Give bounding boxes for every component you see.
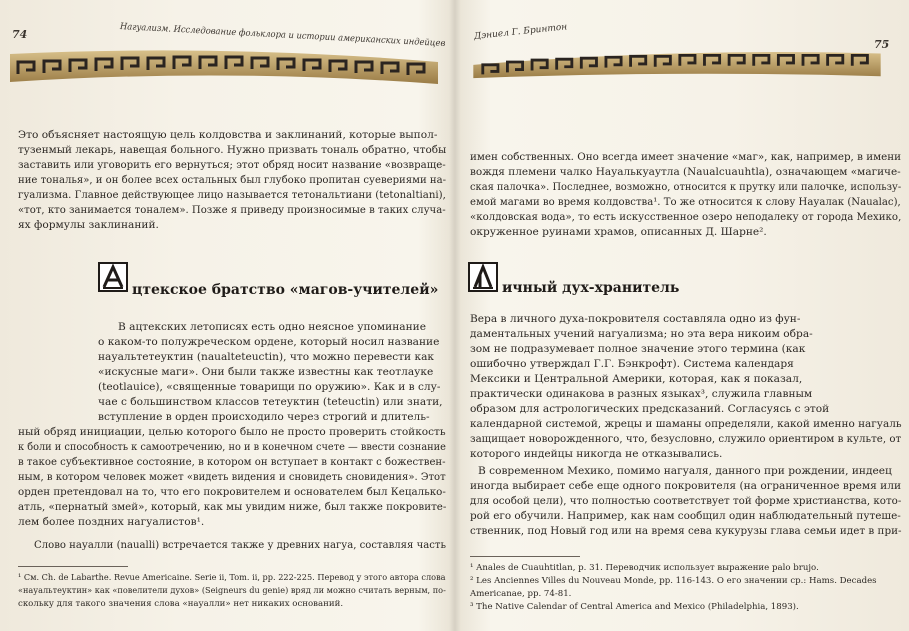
body-line: ошибочно утверждал Г.Г. Бэнкрофт). Система календаря (470, 358, 794, 370)
greek-key-band-icon (462, 44, 892, 80)
body-line: образом для астрологических предсказаний. Согласуясь с этой (470, 403, 830, 415)
body-line: науальтетеуктин (naualteteuctin), что можно перевести как (98, 351, 435, 363)
footnote-line: Americanae, pp. 74-81. (470, 589, 572, 599)
footnote-line: ³ The Native Calendar of Central America and Mexico (Philadelphia, 1893). (470, 602, 799, 612)
intro-line: «колдовская вода», то есть искусственное озеро неподалеку от города Мехико, (470, 211, 902, 223)
body-line: защищает новорожденного, что, безусловно, служило ориентиром в культе, от (470, 433, 902, 445)
body-line: В современном Мехико, помимо нагуаля, данного при рождении, индеец (478, 465, 892, 477)
body-line: чае с большинством классов тетеуктин (teteuctin) или знати, (98, 396, 443, 408)
intro-line: Это объясняет настоящую цель колдовства и заклинаний, которые выпол- (18, 129, 438, 141)
body-line: вступление в орден происходило через строгий и длитель- (98, 411, 430, 423)
body-line: лем более поздних нагуалистов¹. (18, 516, 205, 528)
drop-cap-l-icon (468, 262, 498, 292)
body-line: к боли и способность к самоотречению, но и в конечном счете — ввести сознание (18, 441, 446, 453)
footnote-line: ¹ Anales de Cuauhtitlan, p. 31. Переводчик использует выражение palo brujo. (470, 563, 819, 573)
body-line: Вера в личного духа-покровителя составляла одно из фун- (470, 313, 801, 325)
intro-line: имен собственных. Оно всегда имеет значение «маг», как, например, в имени (470, 151, 902, 163)
section-heading: цтекское братство «магов-учителей» (132, 282, 439, 298)
body-line: атль, «пернатый змей», который, как мы увидим ниже, был также покровите- (18, 501, 447, 513)
page-number: 74 (12, 28, 28, 41)
footnote-line: скольку для такого значения слова «науалли» нет никаких оснований. (18, 599, 344, 609)
body-line: зом не подразумевает полное значение этого термина (как (470, 343, 806, 355)
body-line: даментальных учений нагуализма; но эта вера никоим обра- (470, 328, 813, 340)
intro-line: заставить или уговорить его вернуться; этот обряд носит название «возвраще- (18, 159, 446, 171)
body-line: календарной системой, жрецы и шаманы определяли, какой именно нагуаль (470, 418, 902, 430)
body-line: ственник, под Новый год или на время сева кукурузы глава семьи идет в при- (470, 525, 902, 537)
intro-line: ская палочка». Последнее, возможно, относится к прутку или палочке, использу- (470, 181, 902, 193)
body-line: которого индейцы никогда не отказывались. (470, 448, 723, 460)
body-line: о каком-то полужреческом ордене, который носил название (98, 336, 440, 348)
body-line: орден претендовал на то, что его покровителем и основателем был Кецалько- (18, 486, 446, 498)
body-line: ный обряд инициации, целью которого было не просто проверить стойкость (18, 426, 446, 438)
body-line: практически одинакова в разных языках³, служила главным (470, 388, 813, 400)
intro-line: тузенмый лекарь, навещая больного. Нужно призвать тональ обратно, чтобы (18, 144, 447, 156)
left-page (0, 0, 454, 631)
page-number: 75 (874, 38, 890, 51)
body-line: (teotlauice), «священные товарищи по оружию». Как и в слу- (98, 381, 441, 393)
body-line: рой его обучили. Например, как нам сообщил один наблюдательный путеше- (470, 510, 901, 522)
intro-line: ние тональя», и он более всех остальных был глубоко пропитан суевериями на- (18, 174, 446, 186)
right-page (456, 0, 909, 631)
footnote-line: ² Les Anciennes Villes du Nouveau Monde, pp. 116-143. О его значении ср.: Hams. Decades (470, 576, 877, 586)
body-line: для особой цели), что полностью соответствует той форме христианства, кото- (470, 495, 902, 507)
intro-line: ях формулы заклинаний. (18, 219, 159, 231)
footnote-line: ¹ См. Ch. de Labarthe. Revue Americaine. Serie ii, Tom. ii, pp. 222-225. Перевод у этого автора слова (18, 573, 446, 583)
intro-line: емой магами во время колдовства¹. То же относится к слову Науалак (Naualac), (470, 196, 901, 208)
section-heading: ичный дух-хранитель (502, 280, 680, 296)
body-line: иногда выбирает себе еще одного покровителя (на ограниченное время или (470, 480, 902, 492)
body-line: В ацтекских летописях есть одно неясное упоминание (118, 321, 426, 333)
body-line: Слово науалли (naualli) встречается также у древних нагуа, составляя часть (34, 539, 447, 551)
intro-line: гуализма. Главное действующее лицо называется тетональтиани (tetonaltiani), (18, 189, 446, 201)
greek-key-band-icon (10, 48, 438, 84)
drop-cap-a-icon (98, 262, 128, 292)
footnote-rule (18, 566, 128, 567)
body-line: Мексики и Центральной Америки, которая, как я показал, (470, 373, 803, 385)
body-line: в такое субъективное состояние, в котором он вступает в контакт с божествен- (18, 456, 446, 468)
intro-line: «тот, кто занимается тоналем». Позже я приведу произносимые в таких случа- (18, 204, 446, 216)
body-line: ным, в котором человек может «видеть видения и сновидеть сновидения». Этот (18, 471, 446, 483)
intro-line: вождя племени чалко Науалькуаутла (Naualcuauhtla), означающем «магиче- (470, 166, 901, 178)
running-head: Дэниел Г. Бринтон (473, 22, 568, 42)
intro-line: окруженное руинами храмов, описанных Д. Шарне². (470, 226, 767, 238)
footnote-line: «науальтеуктин» как «повелители духов» (Seigneurs du genie) вряд ли можно считать верным, по- (18, 586, 446, 596)
running-head: Нагуализм. Исследование фольклора и истории американских индейцев (119, 22, 446, 50)
body-line: «искусные маги». Они были также известны как теотлауке (98, 366, 434, 378)
footnote-rule (470, 556, 580, 557)
